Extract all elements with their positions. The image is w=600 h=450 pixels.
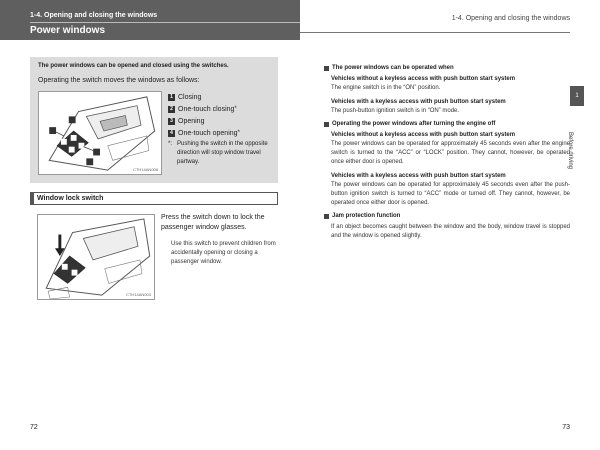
operation-legend [168, 91, 273, 167]
chapter-tab-label: Before driving [567, 132, 573, 170]
legend-item [168, 127, 273, 139]
step-number-badge: 3 [168, 118, 175, 125]
section-heading-text: Operating the power windows after turning the engine off [332, 121, 496, 127]
page-number-right: 73 [562, 424, 570, 431]
window-lock-illustration [37, 214, 155, 300]
power-windows-box [30, 57, 278, 183]
window-lock-instruction: Press the switch down to lock the passenger window glasses. [161, 214, 265, 231]
lead-text: The power windows can be opened and closed using the switches. [38, 63, 229, 69]
footnote-text: Pushing the switch in the opposite direction will stop window travel partway. [177, 141, 268, 165]
left-page-header [0, 0, 300, 40]
body-text: If an object becomes caught between the window and the body, window travel is stopped and the window is opened slightly. [331, 224, 570, 239]
window-switch-drawing [39, 92, 161, 174]
legend-label: One-touch opening [178, 129, 238, 137]
right-page-header [300, 0, 600, 40]
footnote-marker: *: [168, 141, 173, 147]
subheading: Vehicles without a keyless access with push button start system [331, 132, 516, 138]
legend-item [168, 115, 273, 127]
window-lock-heading: Window lock switch [30, 192, 278, 205]
legend-item [168, 103, 273, 115]
figure-code: CTH14AN008 [133, 167, 158, 172]
chapter-tab: 1 [570, 86, 584, 106]
asterisk-mark: * [237, 130, 240, 136]
step-number-badge: 1 [168, 94, 175, 101]
legend-label: Opening [178, 117, 205, 125]
body-text: The push-button ignition switch is in “ON” mode. [331, 108, 460, 114]
right-section-title: 1-4. Opening and closing the windows [451, 15, 570, 22]
body-text: The power windows can be operated for approximately 45 seconds even after the engine switch is turned to the “ACC” or “LOCK” position. They cannot, however, be operated once either door is opened. [331, 141, 570, 165]
square-bullet-icon [324, 66, 329, 71]
subheading: Vehicles with a keyless access with push button start system [331, 173, 506, 179]
page-title: Power windows [30, 25, 106, 36]
legend-label: Closing [178, 93, 202, 101]
section-title: 1-4. Opening and closing the windows [30, 12, 158, 19]
window-switch-illustration [38, 91, 162, 175]
header-rule [30, 22, 300, 23]
operating-text: Operating the switch moves the windows as follows: [38, 77, 200, 84]
section-heading [324, 212, 570, 221]
step-number-badge: 2 [168, 106, 175, 113]
section-heading-text: The power windows can be operated when [332, 65, 454, 71]
step-number-badge: 4 [168, 130, 175, 137]
square-bullet-icon [324, 122, 329, 127]
section-heading-text: Jam protection function [332, 213, 401, 219]
section-heading [324, 64, 570, 73]
body-text: The power windows can be operated for approximately 45 seconds even after the push-button ignition switch is turned to “ACC” mode or turned off. They cannot, however, be operated once either door is opened. [331, 182, 570, 206]
page-number-left: 72 [30, 424, 38, 431]
footnote [168, 140, 273, 167]
section-heading [324, 120, 570, 129]
legend-item [168, 91, 273, 103]
body-text: The engine switch is in the “ON” position. [331, 85, 441, 91]
window-lock-note: Use this switch to prevent children from accidentally opening or closing a passenger window. [171, 241, 276, 265]
window-lock-drawing [38, 215, 154, 299]
subheading: Vehicles without a keyless access with push button start system [331, 76, 516, 82]
right-header-rule [300, 32, 570, 33]
subheading: Vehicles with a keyless access with push button start system [331, 99, 506, 105]
legend-label: One-touch closing [178, 105, 235, 113]
figure-code: CTH14AN003 [126, 292, 151, 297]
right-page-content [324, 64, 570, 241]
asterisk-mark: * [234, 106, 237, 112]
square-bullet-icon [324, 214, 329, 219]
